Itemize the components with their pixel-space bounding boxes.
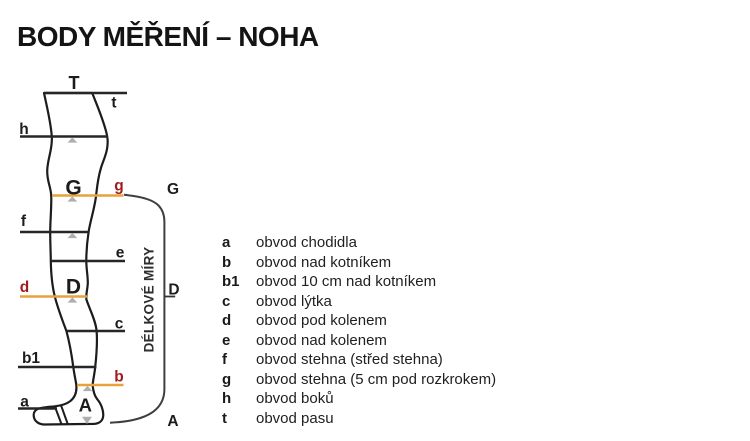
legend-key: b	[222, 253, 232, 271]
legend-label: obvod stehna (střed stehna)	[256, 351, 443, 369]
label-a: a	[20, 393, 29, 411]
label-c: c	[114, 315, 124, 333]
legend	[222, 233, 496, 428]
leg-outline	[34, 93, 108, 425]
legend-row-d	[222, 311, 496, 331]
legend-row-t	[222, 409, 496, 429]
legend-label: obvod boků	[256, 390, 334, 408]
legend-row-b1	[222, 272, 496, 292]
legend-row-h	[222, 389, 496, 409]
legend-row-e	[222, 331, 496, 351]
legend-label: obvod 10 cm nad kotníkem	[256, 273, 437, 291]
label-G-big: G	[65, 176, 82, 200]
legend-key: h	[222, 390, 232, 408]
legend-key: b1	[222, 273, 240, 291]
bracket-label-G: G	[166, 181, 180, 198]
legend-key: e	[222, 331, 231, 349]
legend-key: d	[222, 312, 232, 330]
legend-label: obvod nad kolenem	[256, 331, 387, 349]
label-T: T	[68, 73, 80, 93]
legend-row-f	[222, 350, 496, 370]
label-g: g	[114, 177, 124, 195]
label-b1: b1	[21, 350, 41, 367]
bracket-label-A: A	[167, 413, 179, 430]
legend-label: obvod pod kolenem	[256, 312, 387, 330]
label-f: f	[20, 213, 27, 230]
label-b: b	[114, 368, 124, 386]
legend-label: obvod nad kotníkem	[256, 253, 392, 271]
bracket-label-D: D	[168, 281, 180, 299]
legend-key: g	[222, 370, 232, 388]
label-h: h	[19, 121, 29, 138]
label-e: e	[115, 244, 125, 262]
label-t: t	[111, 94, 117, 112]
legend-label: obvod pasu	[256, 409, 334, 427]
legend-label: obvod stehna (5 cm pod rozkrokem)	[256, 370, 497, 388]
legend-label: obvod lýtka	[256, 292, 332, 310]
legend-row-g	[222, 370, 496, 390]
legend-row-b	[222, 253, 496, 273]
legend-key: f	[222, 351, 227, 369]
legend-key: c	[222, 292, 231, 310]
length-measures-label: DÉLKOVÉ MÍRY	[141, 246, 157, 353]
legend-row-a	[222, 233, 496, 253]
legend-key: t	[222, 409, 227, 427]
legend-key: a	[222, 234, 231, 252]
legend-row-c	[222, 292, 496, 312]
label-D-big: D	[65, 275, 82, 299]
label-A-big: A	[78, 394, 92, 416]
page-title: BODY MĚŘENÍ – NOHA	[17, 21, 319, 52]
legend-label: obvod chodidla	[256, 234, 357, 252]
label-d: d	[19, 279, 30, 296]
